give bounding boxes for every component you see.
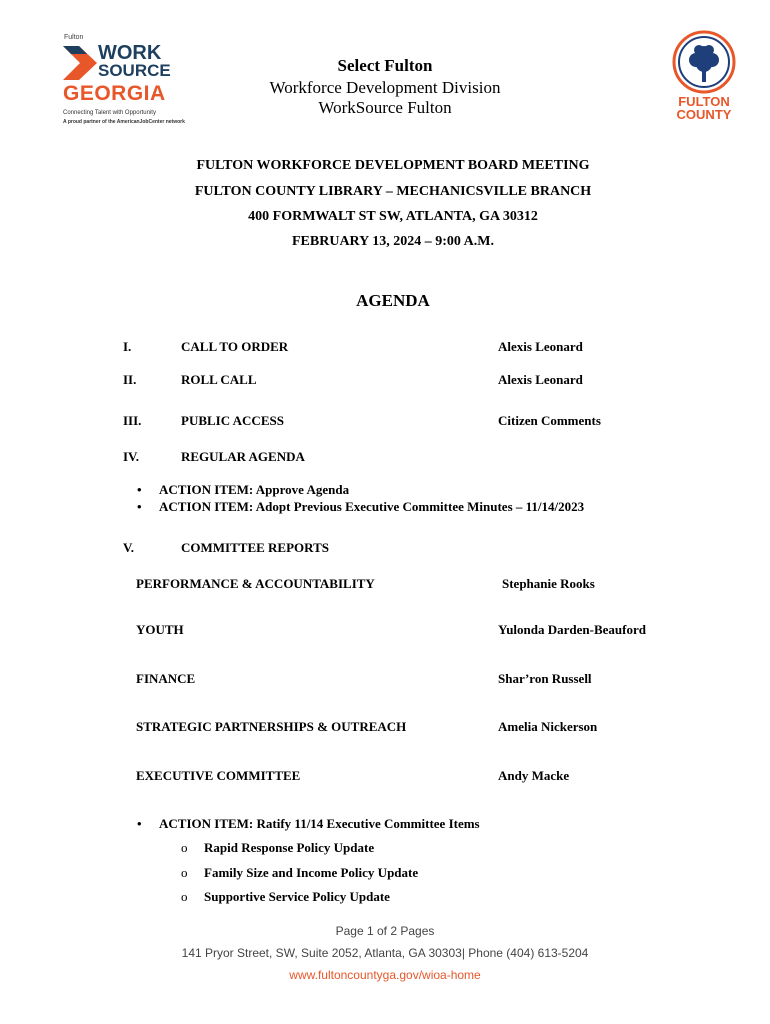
item-number: IV. <box>123 449 140 464</box>
item-label: COMMITTEE REPORTS <box>181 540 329 555</box>
item-presenter: Alexis Leonard <box>498 372 583 387</box>
meeting-location: FULTON COUNTY LIBRARY – MECHANICSVILLE BRANCH <box>194 184 592 199</box>
action-item: • ACTION ITEM: Approve Agenda <box>159 482 349 498</box>
logo-work-text: WORK <box>98 42 162 64</box>
sub-item: o Supportive Service Policy Update <box>204 889 390 905</box>
item-number: III. <box>123 413 142 428</box>
sub-item: o Family Size and Income Policy Update <box>204 865 418 881</box>
logo-fulton-label: Fulton <box>64 34 84 41</box>
committee-presenter: Stephanie Rooks <box>502 576 595 591</box>
committee-presenter: Shar’ron Russell <box>498 671 592 686</box>
action-item: • ACTION ITEM: Ratify 11/14 Executive Committee Items <box>159 816 480 832</box>
committee-name: FINANCE <box>136 671 196 686</box>
item-label: PUBLIC ACCESS <box>181 413 284 428</box>
action-item: • ACTION ITEM: Adopt Previous Executive Committee Minutes – 11/14/2023 <box>159 499 584 515</box>
committee-name: YOUTH <box>136 622 184 637</box>
item-number: II. <box>123 372 137 387</box>
committee-presenter: Yulonda Darden-Beauford <box>498 622 646 637</box>
logo-county-text: COUNTY <box>676 107 732 122</box>
committee-presenter: Andy Macke <box>498 768 570 783</box>
committee-name: PERFORMANCE & ACCOUNTABILITY <box>136 576 375 591</box>
meeting-address: 400 FORMWALT ST SW, ATLANTA, GA 30312 <box>248 209 538 224</box>
meeting-title: FULTON WORKFORCE DEVELOPMENT BOARD MEETING <box>196 158 590 173</box>
agenda-heading: AGENDA <box>356 291 430 310</box>
fulton-tree-seal-icon <box>672 30 736 94</box>
logo-tagline: Connecting Talent with Opportunity <box>63 110 156 116</box>
item-label: CALL TO ORDER <box>181 339 289 354</box>
header-title: Select Fulton <box>337 56 433 75</box>
item-label: ROLL CALL <box>181 372 257 387</box>
logo-source-text: SOURCE <box>98 61 171 80</box>
logo-georgia-text: GEORGIA <box>63 82 166 105</box>
item-label: REGULAR AGENDA <box>181 449 305 464</box>
footer-website-link[interactable]: www.fultoncountyga.gov/wioa-home <box>289 968 481 982</box>
logo-fulton-text: FULTON <box>678 94 730 109</box>
item-presenter: Citizen Comments <box>498 413 601 428</box>
header-division: Workforce Development Division <box>269 78 501 97</box>
footer-page-number: Page 1 of 2 Pages <box>335 924 435 938</box>
committee-presenter: Amelia Nickerson <box>498 719 598 734</box>
header-worksource: WorkSource Fulton <box>318 98 452 117</box>
footer-address: 141 Pryor Street, SW, Suite 2052, Atlanta, GA 30303| Phone (404) 613-5204 <box>181 946 589 960</box>
meeting-datetime: FEBRUARY 13, 2024 – 9:00 A.M. <box>292 234 494 249</box>
item-number: I. <box>123 339 132 354</box>
fulton-county-logo <box>668 30 740 125</box>
logo-partner-text: A proud partner of the AmericanJobCenter network <box>63 119 185 125</box>
item-presenter: Alexis Leonard <box>498 339 583 354</box>
committee-name: STRATEGIC PARTNERSHIPS & OUTREACH <box>136 719 407 734</box>
item-number: V. <box>123 540 134 555</box>
committee-name: EXECUTIVE COMMITTEE <box>136 768 301 783</box>
sub-item: o Rapid Response Policy Update <box>204 840 374 856</box>
